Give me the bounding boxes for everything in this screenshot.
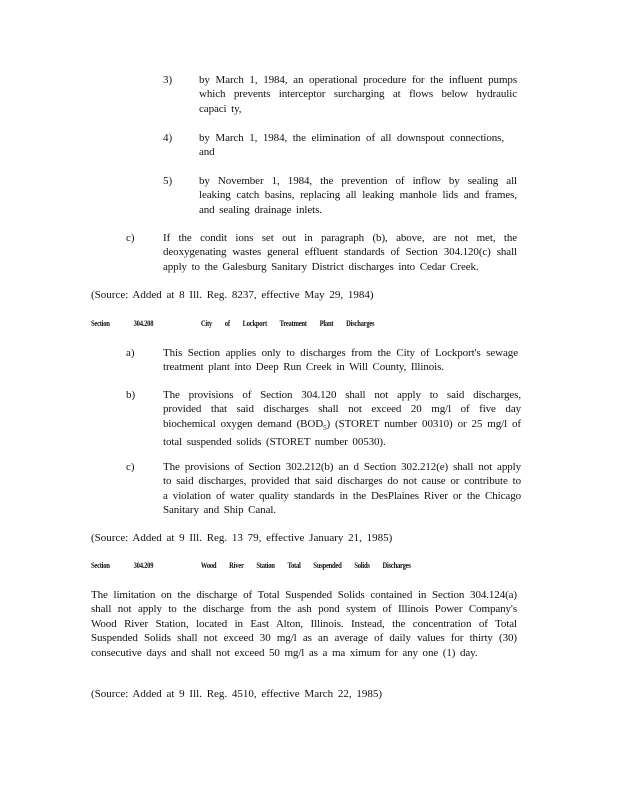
section-title: City of Lockport Treatment Plant Discharges [200,319,375,328]
source-note-3: (Source: Added at 9 Ill. Reg. 4510, effective March 22, 1985) [91,688,383,700]
item-4-text: by March 1, 1984, the elimination of all downspout connections, and [199,132,504,159]
para-c-text: If the condit ions set out in paragraph (b), above, are not met, the deoxygenating wastes general effluent standards of Section 304.120(c) shall apply to the Galesburg Sanitary District discharges into Cedar Creek. [163,232,517,273]
item-3-text-block [199,73,517,116]
para-c-text-block [163,231,517,274]
section-208-item-b-text [163,388,521,450]
section-208-item-b-block [163,388,521,450]
section-208-item-c-text: The provisions of Section 302.212(b) an d Section 302.212(e) shall not apply to said discharges, provided that said discharges do not cause or contribute to a violation of water quality standards in the DesPlaines River or the Chicago Sanitary and Ship Canal. [163,461,521,517]
item-4-label: 4) [163,132,173,144]
section-208-item-a-block [163,346,518,375]
section-209-body-block [91,588,517,660]
section-208-item-a-text: This Section applies only to discharges from the City of Lockport's sewage treatment plant into Deep Run Creek in Will County, Illinois. [163,347,518,374]
section-word: Section [91,319,110,328]
section-208-item-b-text-post: ) (STORET number 00310) or 25 mg/l of total suspended solids (STORET number 00530). [163,417,521,449]
item-5-label: 5) [163,175,173,187]
section-word: Section [91,561,110,570]
item-3-label: 3) [163,74,173,86]
bod-subscript: 5 [323,424,327,432]
para-c-label: c) [126,232,135,244]
section-208-item-b-text-pre: The provisions of Section 304.120 shall not apply to said discharges, provided that said discharges shall not exceed 20 mg/l of five day biochemical oxygen demand (BOD [163,389,521,430]
item-3-text: by March 1, 1984, an operational procedure for the influent pumps which prevents interceptor surcharging at flows below hydraulic capaci ty, [199,74,517,115]
source-note-1: (Source: Added at 8 Ill. Reg. 8237, effective May 29, 1984) [91,289,374,301]
section-208-item-b-label: b) [126,389,136,401]
section-number: 304.209 [133,561,154,570]
section-heading-304-208 [91,319,374,328]
item-4-text-block [199,131,504,160]
section-heading-304-209 [91,561,411,570]
section-208-item-c-block [163,460,521,518]
section-209-body-text: The limitation on the discharge of Total Suspended Solids contained in Section 304.124(a) shall not apply to the discharge from the ash pond system of Illinois Power Company's Wood River Station, located in East Alton, Illinois. Instead, the concentration of Total Suspended Solids shall not exceed 30 mg/l as an average of daily values for thirty (30) consecutive days and shall not exceed 50 mg/l as a ma ximum for any one (1) day. [91,589,517,659]
item-5-text-block [199,174,517,217]
item-5-text: by November 1, 1984, the prevention of inflow by sealing all leaking catch basins, replacing all leaking manhole lids and frames, and sealing drainage inlets. [199,175,517,216]
section-208-item-c-label: c) [126,461,135,473]
source-note-2: (Source: Added at 9 Ill. Reg. 13 79, effective January 21, 1985) [91,532,393,544]
section-number: 304.208 [133,319,154,328]
section-title: Wood River Station Total Suspended Solids Discharges [200,561,411,570]
section-208-item-a-label: a) [126,347,135,359]
